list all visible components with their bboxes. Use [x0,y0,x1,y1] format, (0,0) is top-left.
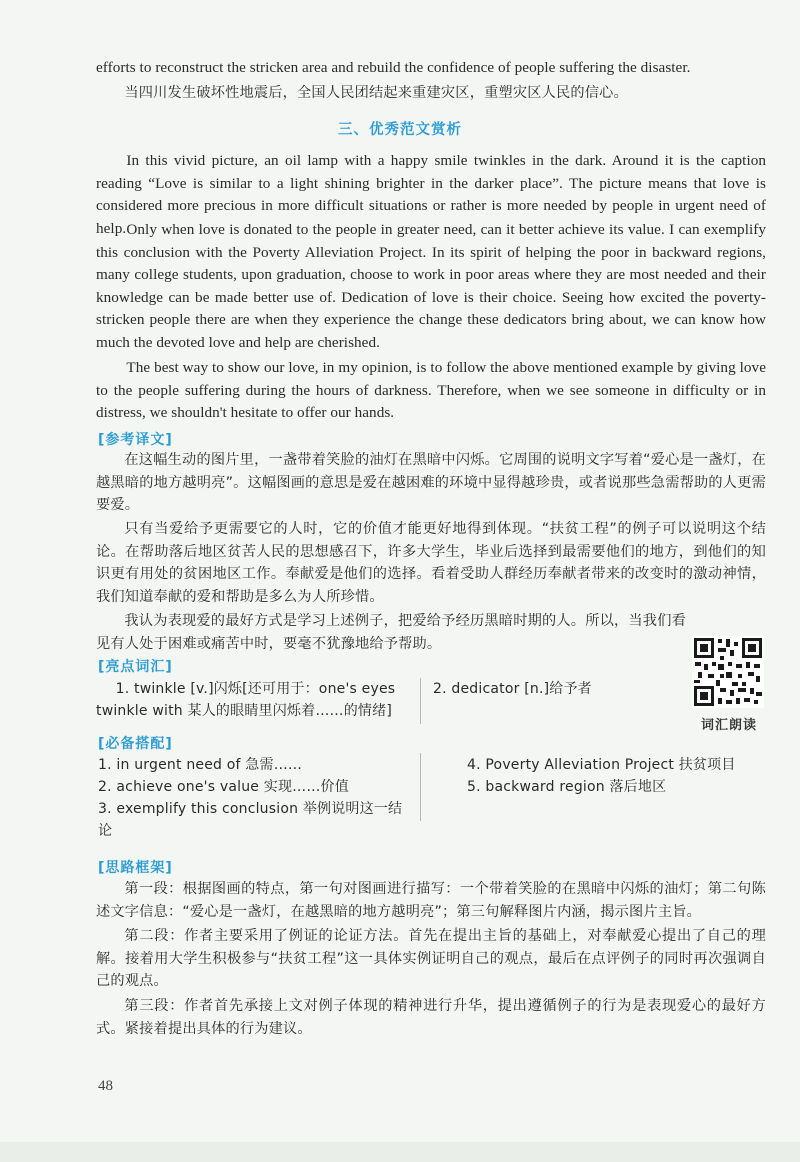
page-bottom-band [0,1142,800,1162]
highlight-item-2: 2. dedicator [n.]给予者 [433,681,592,697]
translation-paragraph-2: 只有当爱给予更需要它的人时，它的价值才能更好地得到体现。“扶贫工程”的例子可以说明这个结论。在帮助落后地区贫苦人民的思想感召下，许多大学生，毕业后选择到最需要他们的地方，到他们的知识更有用处的贫困地区工作。奉献爱是他们的选择。看着受助人群经历奉献者带来的改变时的激动神情，我们知道奉献的爱和帮助是多么为人所珍惜。 [96,521,766,605]
collocation-item-2: 2. achieve one's value 实现……价值 [98,779,349,795]
collocation-item-5: 5. backward region 落后地区 [467,779,667,795]
highlights-divider [420,678,421,724]
translation-paragraph-1: 在这幅生动的图片里，一盏带着笑脸的油灯在黑暗中闪烁。它周围的说明文字写着“爱心是一盏灯，在越黑暗的地方越明亮”。这幅图画的意思是爱在越困难的环境中显得越珍贵，或者说那些急需帮助的人更需要爱。 [96,452,766,513]
highlights-tag: [亮点词汇] [98,659,173,675]
qr-code-label: 词汇朗读 [700,718,757,733]
framework-paragraph-3: 第三段：作者首先承接上文对例子体现的精神进行升华，提出遵循例子的行为是表现爱心的最好方式。紧接着提出具体的行为建议。 [96,998,766,1037]
collocation-item-3: 3. exemplify this conclusion 举例说明这一结论 [98,801,403,839]
collocations-right-list [467,754,767,798]
page-number: 48 [98,1078,113,1094]
qr-code-graphic [692,636,764,708]
collocation-item-1: 1. in urgent need of 急需…… [98,757,303,773]
essay-paragraph-3: The best way to show our love, in my opinion, is to follow the above mentioned example by giving love to the people suffering during the hours of darkness. Therefore, when we see someone in difficulty or in distress, we shouldn't hesitate to offer our hands. [96,359,766,422]
framework-tag: [思路框架] [98,860,173,876]
intro-chinese-line: 当四川发生破坏性地震后，全国人民团结起来重建灾区，重塑灾区人民的信心。 [124,85,628,101]
framework-paragraph-1: 第一段：根据图画的特点，第一句对图画进行描写：一个带着笑脸的在黑暗中闪烁的油灯；第二句陈述文字信息：“爱心是一盏灯，在越黑暗的地方越明亮”；第三句解释图片内涵，揭示图片主旨。 [96,881,766,920]
translation-paragraph-3: 我认为表现爱的最好方式是学习上述例子，把爱给予经历黑暗时期的人。所以，当我们看见有人处于困难或痛苦中时，要毫不犹豫地给予帮助。 [96,613,686,652]
highlight-item-1: 1. twinkle [v.]闪烁[还可用于：one's eyes twinkle with 某人的眼睛里闪烁着……的情绪] [96,681,396,719]
collocations-tag: [必备搭配] [98,736,173,752]
collocation-item-4: 4. Poverty Alleviation Project 扶贫项目 [467,757,736,773]
framework-paragraph-2: 第二段：作者主要采用了例证的论证方法。首先在提出主旨的基础上，对奉献爱心提出了自己的理解。接着用大学生积极参与“扶贫工程”这一具体实例证明自己的观点，最后在点评例子的同时再次强调自己的观点。 [96,928,766,989]
collocations-left-list [98,754,413,842]
intro-english-line: efforts to reconstruct the stricken area and rebuild the confidence of people suffering the disaster. [96,59,691,76]
section-title: 三、优秀范文赏析 [338,122,462,138]
collocations-divider [420,753,421,821]
translation-tag: [参考译文] [98,432,173,448]
essay-paragraph-2: Only when love is donated to the people in greater need, can it better achieve its value. I can exemplify this conclusion with the Poverty Alleviation Project. In its spirit of helping the poor in backward regions, many college students, upon graduation, choose to work in poor areas where they are most needed and their knowledge can be made better use of. Dedication of love is their choice. Seeing how excited the poverty-stricken people there are when they experience the change these dedicators bring about, we can know how much the devoted love and help are cherished. [96,221,766,351]
qr-code[interactable] [692,636,764,708]
essay-paragraph-1: In this vivid picture, an oil lamp with a happy smile twinkles in the dark. Around it is the caption reading “Love is similar to a light shining brighter in the darker place”. The picture means that love is considered more precious in more difficult situations or rather is more needed by people in urgent need of help. [96,152,766,237]
